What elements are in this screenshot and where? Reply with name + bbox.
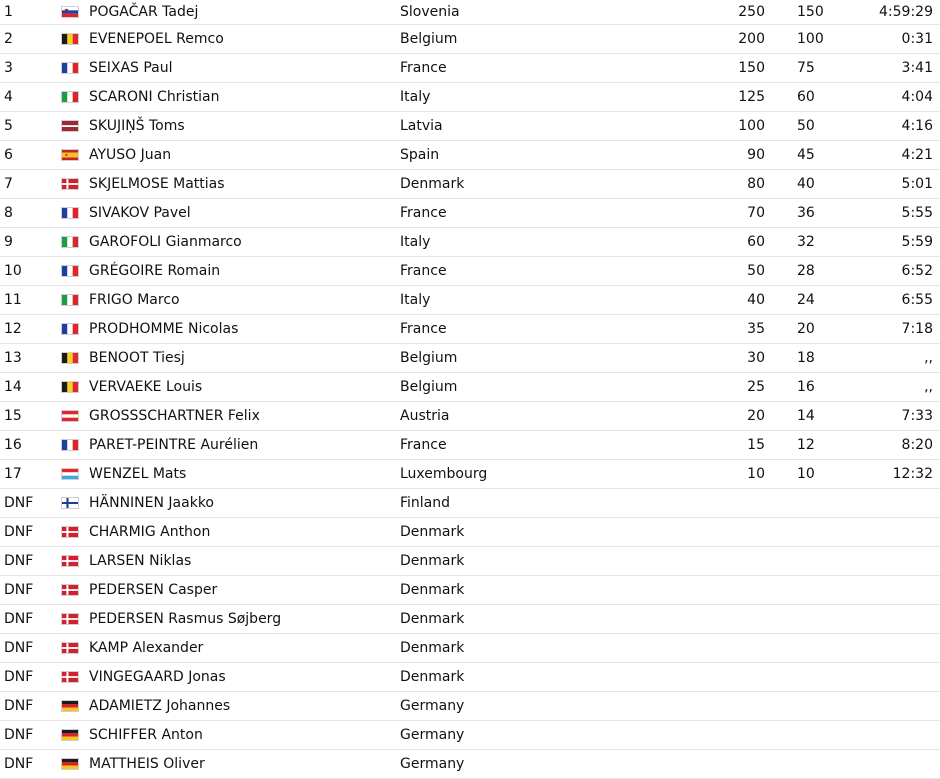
table-row <box>0 112 940 141</box>
rider-name-link[interactable]: SCARONI Christian <box>89 89 220 105</box>
bonus-points-cell: 16 <box>797 379 815 395</box>
rider-name-link[interactable]: BENOOT Tiesj <box>89 350 185 366</box>
rider-name-link[interactable]: MATTHEIS Oliver <box>89 756 205 772</box>
country-link[interactable]: France <box>400 263 447 279</box>
country-link[interactable]: Italy <box>400 292 431 308</box>
time-gap-cell: 8:20 <box>901 437 933 453</box>
bonus-points-cell: 150 <box>797 4 824 20</box>
rider-name-link[interactable]: VERVAEKE Louis <box>89 379 203 395</box>
belgium-flag-icon <box>61 344 79 372</box>
country-link[interactable]: Germany <box>400 698 465 714</box>
rank-cell: 17 <box>4 466 22 482</box>
france-flag-icon <box>61 199 79 227</box>
table-row <box>0 489 940 518</box>
rider-name-link[interactable]: SIVAKOV Pavel <box>89 205 191 221</box>
rider-name-link[interactable]: SKJELMOSE Mattias <box>89 176 225 192</box>
bonus-points-cell: 20 <box>797 321 815 337</box>
points-cell: 200 <box>738 31 765 47</box>
germany-flag-icon <box>61 750 79 778</box>
belgium-flag-icon <box>61 25 79 53</box>
time-gap-cell: 4:59:29 <box>879 4 933 20</box>
slovenia-flag-icon <box>61 0 79 24</box>
rider-name-link[interactable]: GAROFOLI Gianmarco <box>89 234 242 250</box>
country-link[interactable]: Belgium <box>400 350 458 366</box>
table-row <box>0 286 940 315</box>
rank-cell: DNF <box>4 698 34 714</box>
rider-name-link[interactable]: KAMP Alexander <box>89 640 204 656</box>
rank-cell: 5 <box>4 118 13 134</box>
rider-name-link[interactable]: PRODHOMME Nicolas <box>89 321 239 337</box>
time-gap-cell: 6:52 <box>901 263 933 279</box>
country-link[interactable]: Denmark <box>400 611 465 627</box>
table-row <box>0 83 940 112</box>
bonus-points-cell: 50 <box>797 118 815 134</box>
table-row <box>0 0 940 25</box>
points-cell: 100 <box>738 118 765 134</box>
country-link[interactable]: Luxembourg <box>400 466 488 482</box>
table-row <box>0 373 940 402</box>
country-link[interactable]: Denmark <box>400 640 465 656</box>
bonus-points-cell: 32 <box>797 234 815 250</box>
table-row <box>0 663 940 692</box>
time-gap-cell: 4:21 <box>901 147 933 163</box>
country-link[interactable]: Slovenia <box>400 4 460 20</box>
bonus-points-cell: 100 <box>797 31 824 47</box>
points-cell <box>740 750 765 778</box>
points-cell: 150 <box>738 60 765 76</box>
time-gap-cell: 6:55 <box>901 292 933 308</box>
points-cell: 35 <box>747 321 765 337</box>
country-link[interactable]: France <box>400 205 447 221</box>
rank-cell: 11 <box>4 292 22 308</box>
time-gap-cell: 5:01 <box>901 176 933 192</box>
points-cell <box>740 547 765 575</box>
france-flag-icon <box>61 54 79 82</box>
rank-cell: 1 <box>4 4 13 20</box>
germany-flag-icon <box>61 721 79 749</box>
time-gap-cell <box>860 721 933 749</box>
rank-cell: 7 <box>4 176 13 192</box>
rank-cell: 3 <box>4 60 13 76</box>
denmark-flag-icon <box>61 518 79 546</box>
rank-cell: DNF <box>4 611 34 627</box>
country-link[interactable]: Denmark <box>400 553 465 569</box>
france-flag-icon <box>61 257 79 285</box>
time-gap-cell: 5:59 <box>901 234 933 250</box>
table-row <box>0 228 940 257</box>
country-link[interactable]: France <box>400 60 447 76</box>
table-row <box>0 518 940 547</box>
country-link[interactable]: Belgium <box>400 379 458 395</box>
bonus-points-cell: 10 <box>797 466 815 482</box>
rank-cell: DNF <box>4 669 34 685</box>
denmark-flag-icon <box>61 634 79 662</box>
luxembourg-flag-icon <box>61 460 79 488</box>
table-row <box>0 605 940 634</box>
rank-cell: 13 <box>4 350 22 366</box>
table-row <box>0 170 940 199</box>
rank-cell: 12 <box>4 321 22 337</box>
bonus-points-cell: 45 <box>797 147 815 163</box>
austria-flag-icon <box>61 402 79 430</box>
time-gap-cell <box>860 750 933 778</box>
time-gap-cell: 4:16 <box>901 118 933 134</box>
table-row <box>0 199 940 228</box>
country-link[interactable]: Germany <box>400 756 465 772</box>
country-link[interactable]: Belgium <box>400 31 458 47</box>
time-gap-cell: ,, <box>924 379 933 395</box>
bonus-points-cell: 12 <box>797 437 815 453</box>
rider-name-link[interactable]: EVENEPOEL Remco <box>89 31 224 47</box>
table-row <box>0 54 940 83</box>
rider-name-link[interactable]: VINGEGAARD Jonas <box>89 669 226 685</box>
time-gap-cell <box>860 605 933 633</box>
points-cell <box>740 518 765 546</box>
rank-cell: DNF <box>4 495 34 511</box>
table-row <box>0 25 940 54</box>
rider-name-link[interactable]: LARSEN Niklas <box>89 553 192 569</box>
table-row <box>0 257 940 286</box>
rider-name-link[interactable]: SEIXAS Paul <box>89 60 173 76</box>
time-gap-cell: 7:33 <box>901 408 933 424</box>
bonus-points-cell: 75 <box>797 60 815 76</box>
table-row <box>0 344 940 373</box>
points-cell: 70 <box>747 205 765 221</box>
latvia-flag-icon <box>61 112 79 140</box>
points-cell <box>740 605 765 633</box>
table-row <box>0 576 940 605</box>
points-cell <box>740 663 765 691</box>
spain-flag-icon <box>61 141 79 169</box>
rank-cell: 4 <box>4 89 13 105</box>
rider-name-link[interactable]: GRÉGOIRE Romain <box>89 263 221 279</box>
rank-cell: DNF <box>4 582 34 598</box>
denmark-flag-icon <box>61 547 79 575</box>
country-link[interactable]: Denmark <box>400 669 465 685</box>
rider-name-link[interactable]: PARET-PEINTRE Aurélien <box>89 437 259 453</box>
denmark-flag-icon <box>61 605 79 633</box>
time-gap-cell: 5:55 <box>901 205 933 221</box>
table-row <box>0 460 940 489</box>
time-gap-cell <box>860 576 933 604</box>
points-cell <box>740 489 765 517</box>
rider-name-link[interactable]: SCHIFFER Anton <box>89 727 203 743</box>
italy-flag-icon <box>61 228 79 256</box>
country-link[interactable]: Germany <box>400 727 465 743</box>
rank-cell: DNF <box>4 727 34 743</box>
points-cell: 40 <box>747 292 765 308</box>
rank-cell: 9 <box>4 234 13 250</box>
country-link[interactable]: Italy <box>400 234 431 250</box>
bonus-points-cell: 28 <box>797 263 815 279</box>
time-gap-cell: 7:18 <box>901 321 933 337</box>
points-cell: 125 <box>738 89 765 105</box>
country-link[interactable]: Denmark <box>400 524 465 540</box>
rank-cell: 2 <box>4 31 13 47</box>
points-cell: 25 <box>747 379 765 395</box>
country-link[interactable]: Spain <box>400 147 440 163</box>
rank-cell: 14 <box>4 379 22 395</box>
rank-cell: 10 <box>4 263 22 279</box>
rank-cell: DNF <box>4 553 34 569</box>
rank-cell: 15 <box>4 408 22 424</box>
time-gap-cell <box>860 663 933 691</box>
germany-flag-icon <box>61 692 79 720</box>
italy-flag-icon <box>61 83 79 111</box>
country-link[interactable]: Denmark <box>400 176 465 192</box>
table-row <box>0 692 940 721</box>
table-row <box>0 431 940 460</box>
points-cell <box>740 721 765 749</box>
rank-cell: 6 <box>4 147 13 163</box>
rank-cell: DNF <box>4 524 34 540</box>
points-cell: 50 <box>747 263 765 279</box>
bonus-points-cell: 60 <box>797 89 815 105</box>
rider-name-link[interactable]: POGAČAR Tadej <box>89 4 199 20</box>
rank-cell: 8 <box>4 205 13 221</box>
table-row <box>0 634 940 663</box>
rider-name-link[interactable]: HÄNNINEN Jaakko <box>89 495 214 511</box>
france-flag-icon <box>61 315 79 343</box>
country-link[interactable]: Latvia <box>400 118 443 134</box>
table-row <box>0 750 940 779</box>
country-link[interactable]: France <box>400 437 447 453</box>
bonus-points-cell: 18 <box>797 350 815 366</box>
table-row <box>0 141 940 170</box>
time-gap-cell: 4:04 <box>901 89 933 105</box>
rider-name-link[interactable]: PEDERSEN Casper <box>89 582 218 598</box>
denmark-flag-icon <box>61 170 79 198</box>
points-cell: 250 <box>738 4 765 20</box>
points-cell: 20 <box>747 408 765 424</box>
rider-name-link[interactable]: CHARMIG Anthon <box>89 524 211 540</box>
time-gap-cell: 12:32 <box>892 466 933 482</box>
country-link[interactable]: Denmark <box>400 582 465 598</box>
points-cell: 10 <box>747 466 765 482</box>
rider-name-link[interactable]: AYUSO Juan <box>89 147 172 163</box>
time-gap-cell <box>860 692 933 720</box>
rider-name-link[interactable]: SKUJIŅŠ Toms <box>89 118 185 134</box>
time-gap-cell: 0:31 <box>901 31 933 47</box>
points-cell <box>740 634 765 662</box>
time-gap-cell <box>860 489 933 517</box>
rank-cell: DNF <box>4 756 34 772</box>
time-gap-cell <box>860 518 933 546</box>
france-flag-icon <box>61 431 79 459</box>
country-link[interactable]: Finland <box>400 495 451 511</box>
table-row <box>0 315 940 344</box>
bonus-points-cell: 36 <box>797 205 815 221</box>
country-link[interactable]: France <box>400 321 447 337</box>
bonus-points-cell: 14 <box>797 408 815 424</box>
rank-cell: DNF <box>4 640 34 656</box>
country-link[interactable]: Austria <box>400 408 450 424</box>
rider-name-link[interactable]: WENZEL Mats <box>89 466 187 482</box>
points-cell: 80 <box>747 176 765 192</box>
country-link[interactable]: Italy <box>400 89 431 105</box>
points-cell: 30 <box>747 350 765 366</box>
rider-name-link[interactable]: ADAMIETZ Johannes <box>89 698 231 714</box>
bonus-points-cell: 40 <box>797 176 815 192</box>
points-cell <box>740 692 765 720</box>
finland-flag-icon <box>61 489 79 517</box>
time-gap-cell <box>860 547 933 575</box>
bonus-points-cell: 24 <box>797 292 815 308</box>
italy-flag-icon <box>61 286 79 314</box>
time-gap-cell: ,, <box>924 350 933 366</box>
denmark-flag-icon <box>61 663 79 691</box>
points-cell <box>740 576 765 604</box>
points-cell: 15 <box>747 437 765 453</box>
rank-cell: 16 <box>4 437 22 453</box>
time-gap-cell: 3:41 <box>901 60 933 76</box>
table-row <box>0 721 940 750</box>
rider-name-link[interactable]: FRIGO Marco <box>89 292 180 308</box>
rider-name-link[interactable]: GROSSSCHARTNER Felix <box>89 408 260 424</box>
table-row <box>0 402 940 431</box>
time-gap-cell <box>860 634 933 662</box>
points-cell: 60 <box>747 234 765 250</box>
points-cell: 90 <box>747 147 765 163</box>
table-row <box>0 547 940 576</box>
rider-name-link[interactable]: PEDERSEN Rasmus Søjberg <box>89 611 282 627</box>
denmark-flag-icon <box>61 576 79 604</box>
belgium-flag-icon <box>61 373 79 401</box>
